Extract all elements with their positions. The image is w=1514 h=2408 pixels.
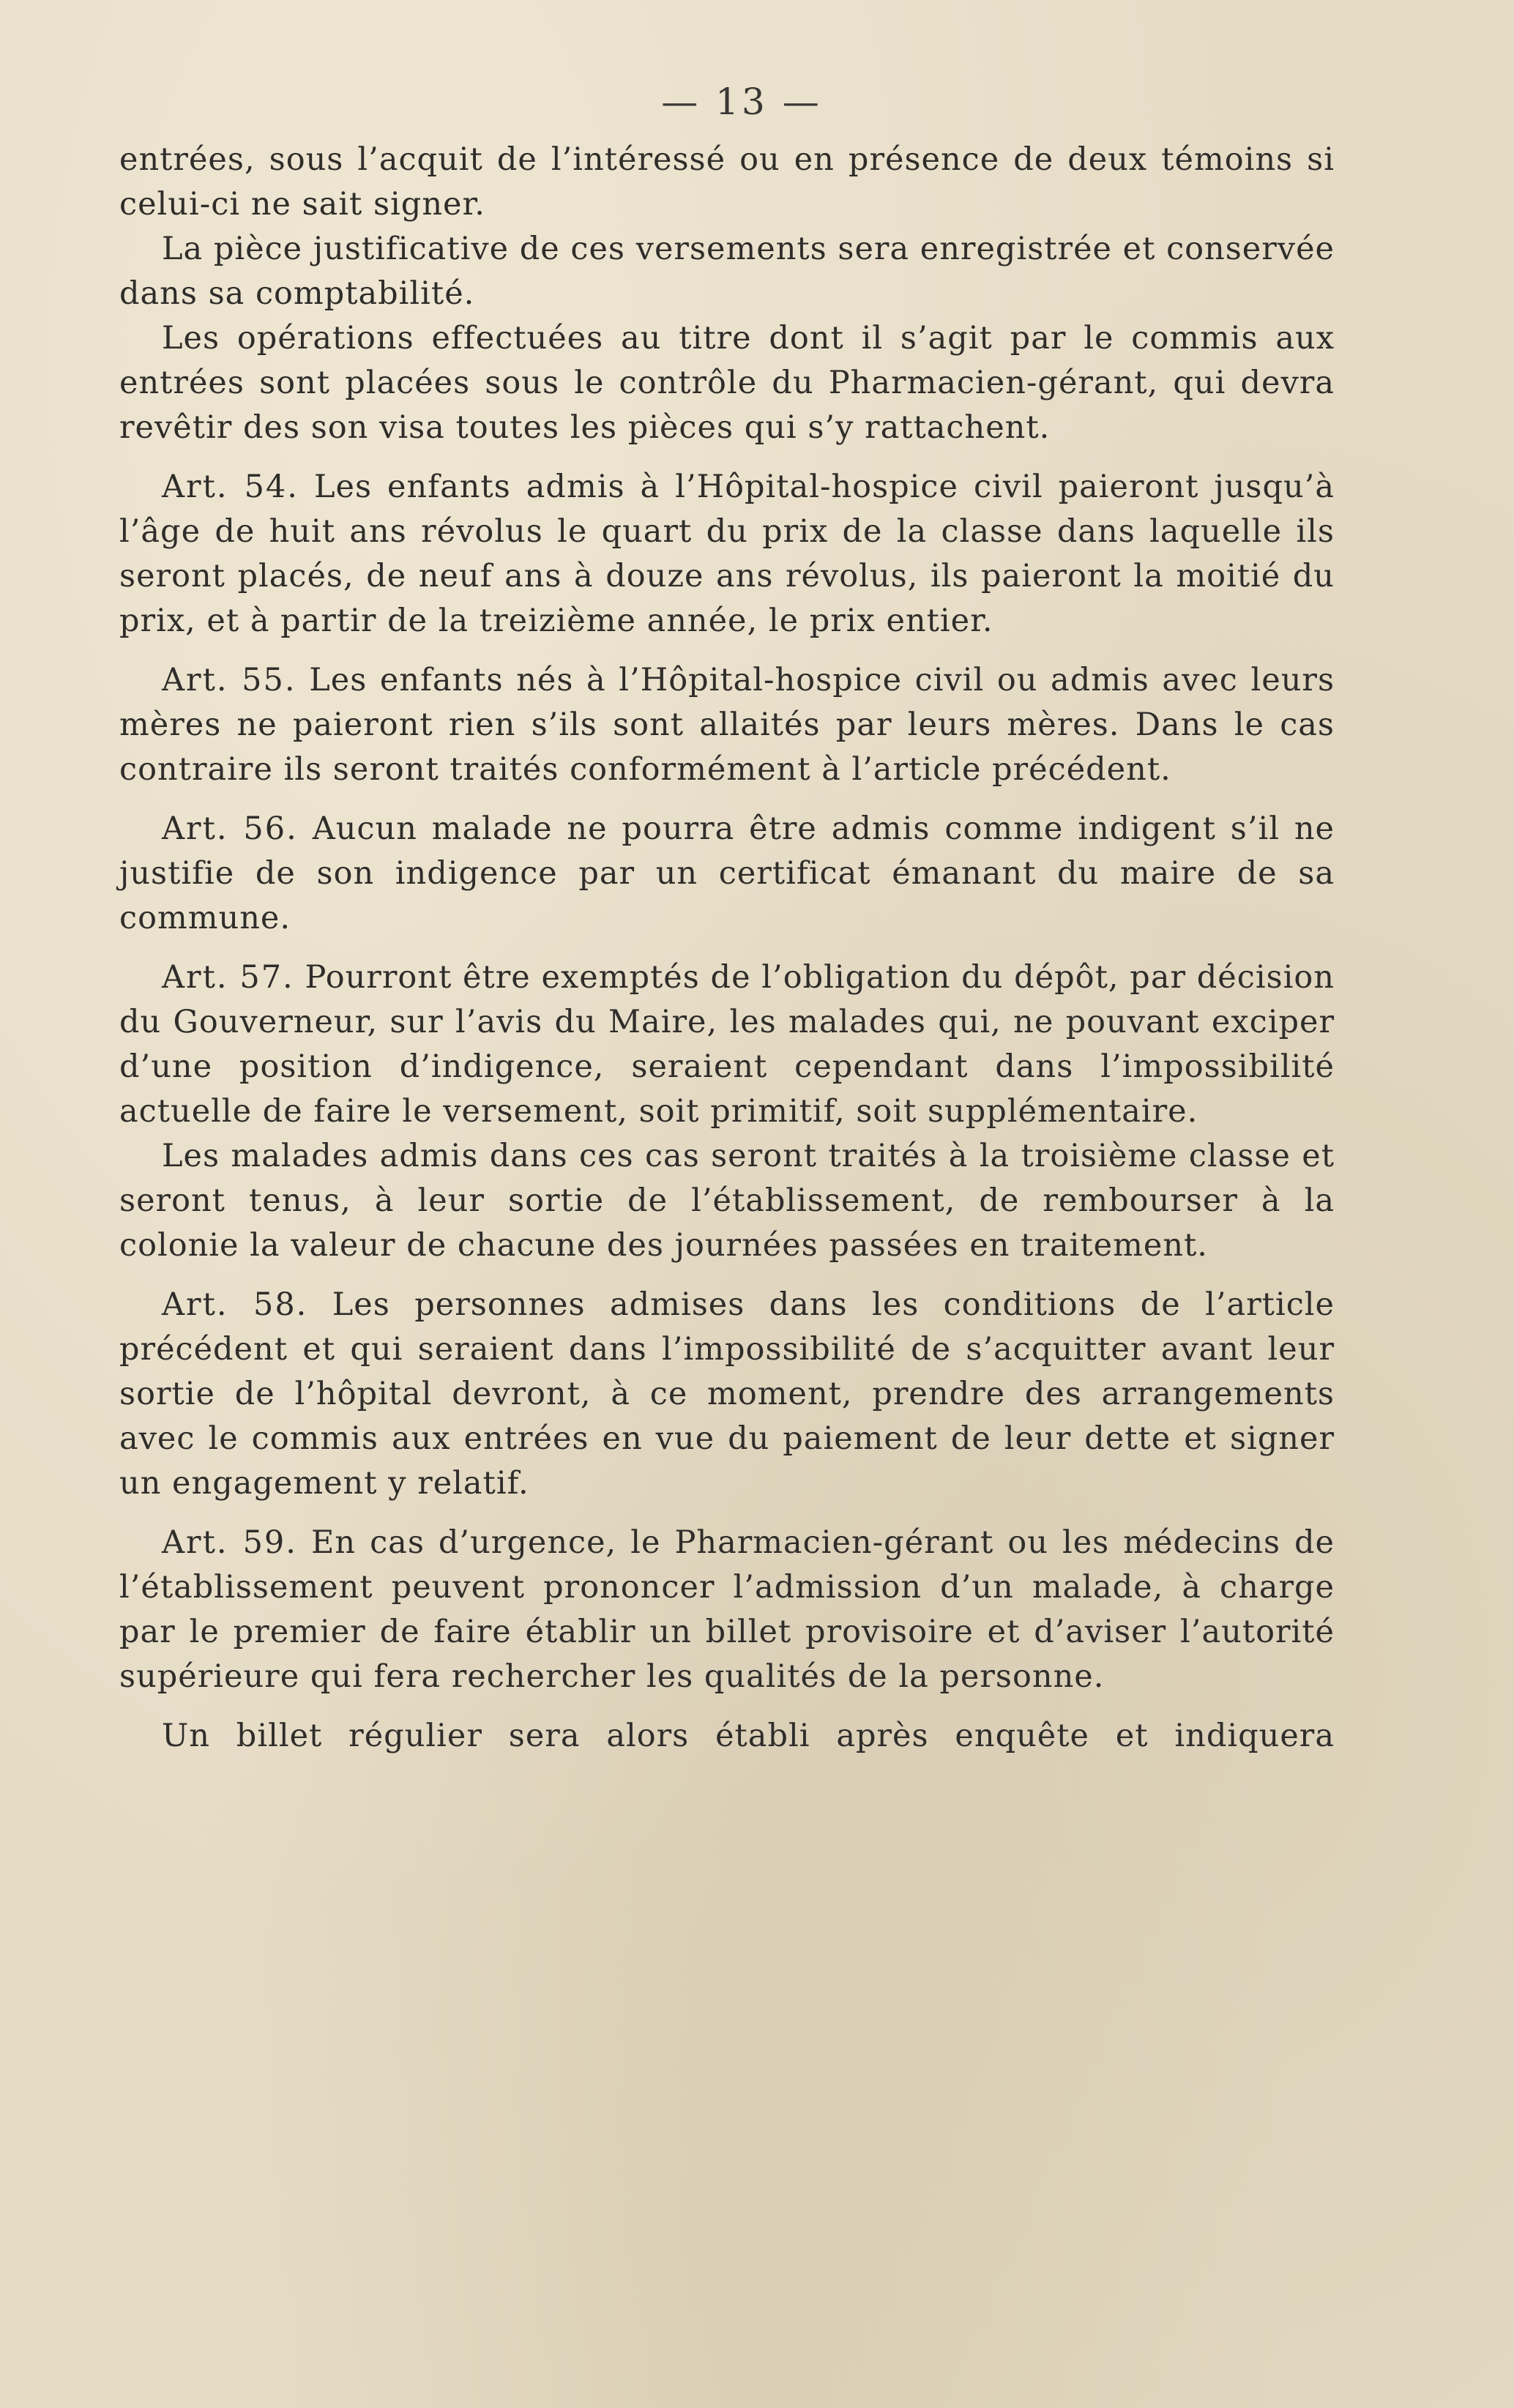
paragraph-malades-admis: [119, 1134, 1335, 1268]
article-54: [119, 465, 1335, 644]
article-57: [119, 955, 1335, 1134]
article-59: [119, 1521, 1335, 1699]
paragraph-text: Aucun malade ne pourra être admis comme indigent s’il ne justifie de son indigence par un certificat émanant du maire de sa commune.: [119, 810, 1335, 936]
paragraph-billet-regulier: [119, 1714, 1335, 1759]
paragraph-text: Les enfants nés à l’Hôpital-hospice civil ou admis avec leurs mères ne paieront rien s’ils sont allaités par leurs mères. Dans le cas contraire ils seront traités conformément à l’article précédent.: [119, 662, 1335, 788]
paragraph-text: La pièce justificative de ces versements sera enregistrée et conservée dans sa comptabilité.: [119, 231, 1335, 312]
paragraph-text: En cas d’urgence, le Pharmacien-gérant ou les médecins de l’établissement peuvent prononcer l’admission d’un malade, à charge par le premier de faire établir un billet provisoire et d’aviser l’autorité supérieure qui fera rechercher les qualités de la personne.: [119, 1524, 1335, 1695]
document-page: [119, 81, 1335, 1759]
paragraph-text: Un billet régulier sera alors établi après enquête et indiquera: [162, 1718, 1335, 1754]
paragraph-text: Les enfants admis à l’Hôpital-hospice civil paieront jusqu’à l’âge de huit ans révolus le quart du prix de la classe dans laquelle ils seront placés, de neuf ans à douze ans révolus, ils paieront la moitié du prix, et à partir de la treizième année, le prix entier.: [119, 469, 1335, 639]
article-58: [119, 1283, 1335, 1506]
article-number: Art. 54.: [162, 469, 299, 505]
article-number: Art. 56.: [162, 810, 298, 847]
paragraph-text: entrées, sous l’acquit de l’intéressé ou en présence de deux témoins si celui-ci ne sait signer.: [119, 141, 1335, 223]
article-56: [119, 807, 1335, 941]
paragraph-text: Pourront être exemptés de l’obligation du dépôt, par décision du Gouverneur, sur l’avis du Maire, les malades qui, ne pouvant exciper d’une position d’indigence, seraient cependant dans l’impossibilité actuelle de faire le versement, soit primitif, soit supplémentaire.: [119, 959, 1335, 1130]
paragraph-operations: [119, 316, 1335, 450]
page-number: — 13 —: [661, 81, 822, 123]
paragraph-text: Les malades admis dans ces cas seront traités à la troisième classe et seront tenus, à leur sortie de l’établissement, de rembourser à la colonie la valeur de chacune des journées passées en traitement.: [119, 1138, 1335, 1264]
paragraph-text: Les opérations effectuées au titre dont il s’agit par le commis aux entrées sont placées sous le contrôle du Pharmacien-gérant, qui devra revêtir des son visa toutes les pièces qui s’y rattachent.: [119, 320, 1335, 446]
article-number: Art. 58.: [162, 1286, 308, 1323]
paragraph-continuation: [119, 138, 1335, 227]
paragraph-text: Les personnes admises dans les conditions de l’article précédent et qui seraient dans l’impossibilité de s’acquitter avant leur sortie de l’hôpital devront, à ce moment, prendre des arrangements avec le commis aux entrées en vue du paiement de leur dette et signer un engagement y relatif.: [119, 1286, 1335, 1502]
article-number: Art. 57.: [162, 959, 294, 996]
article-55: [119, 658, 1335, 792]
paragraph-justificative: [119, 227, 1335, 316]
article-number: Art. 59.: [162, 1524, 297, 1561]
article-number: Art. 55.: [162, 662, 297, 698]
